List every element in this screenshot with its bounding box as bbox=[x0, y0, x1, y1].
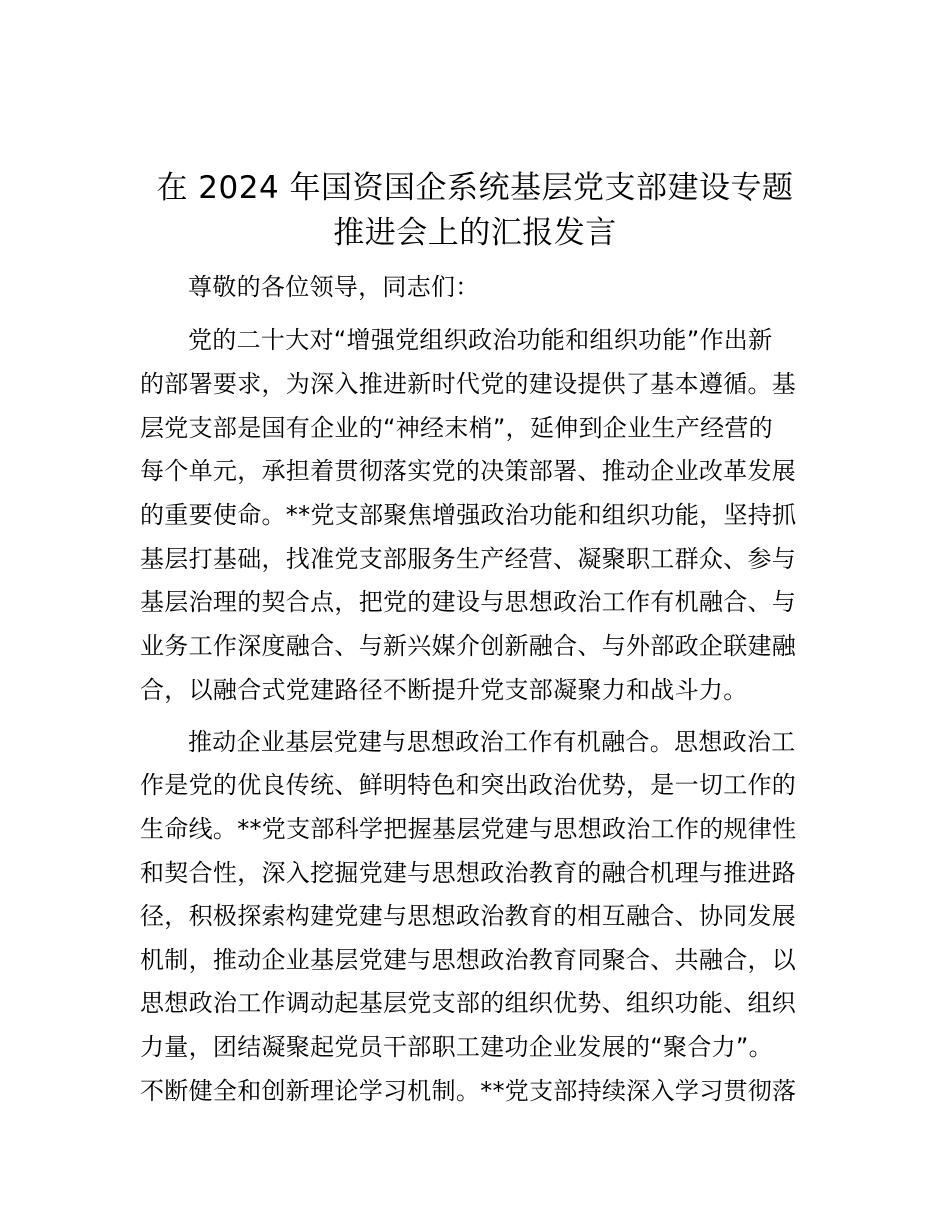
paragraph-1-line: 层党支部是国有企业的“神经末梢”，延伸到企业生产经营的 bbox=[140, 414, 773, 442]
document-title-line-1: 在 2024 年国资国企系统基层党支部建设专题 bbox=[156, 170, 794, 206]
paragraph-1-line: 党的二十大对“增强党组织政治功能和组织功能”作出新 bbox=[188, 326, 773, 354]
paragraph-2-line: 力量，团结凝聚起党员干部职工建功企业发展的“聚合力”。 bbox=[140, 1033, 773, 1061]
document-title-line-2: 推进会上的汇报发言 bbox=[333, 215, 617, 251]
paragraph-1-line: 业务工作深度融合、与新兴媒介创新融合、与外部政企联建融 bbox=[140, 632, 797, 660]
paragraph-1-line: 基层打基础，找准党支部服务生产经营、凝聚职工群众、参与 bbox=[140, 545, 797, 573]
paragraph-2-line: 机制，推动企业基层党建与思想政治教育同聚合、共融合，以 bbox=[140, 946, 797, 974]
paragraph-1-line: 每个单元，承担着贯彻落实党的决策部署、推动企业改革发展 bbox=[140, 457, 797, 485]
paragraph-1-line: 合，以融合式党建路径不断提升党支部凝聚力和战斗力。 bbox=[140, 676, 748, 704]
paragraph-2-line: 生命线。**党支部科学把握基层党建与思想政治工作的规律性 bbox=[140, 815, 797, 843]
paragraph-1-line: 的部署要求，为深入推进新时代党的建设提供了基本遵循。基 bbox=[140, 370, 797, 398]
paragraph-1-line: 的重要使命。**党支部聚焦增强政治功能和组织功能，坚持抓 bbox=[140, 501, 797, 529]
salutation: 尊敬的各位领导，同志们： bbox=[188, 273, 480, 301]
paragraph-2-line: 思想政治工作调动起基层党支部的组织优势、组织功能、组织 bbox=[140, 989, 797, 1017]
paragraph-2-line: 不断健全和创新理论学习机制。**党支部持续深入学习贯彻落 bbox=[140, 1077, 797, 1105]
paragraph-2-line: 和契合性，深入挖掘党建与思想政治教育的融合机理与推进路 bbox=[140, 859, 797, 887]
paragraph-1-line: 基层治理的契合点，把党的建设与思想政治工作有机融合、与 bbox=[140, 588, 797, 616]
paragraph-2-line: 作是党的优良传统、鲜明特色和突出政治优势，是一切工作的 bbox=[140, 771, 797, 799]
paragraph-2-line: 推动企业基层党建与思想政治工作有机融合。思想政治工 bbox=[188, 728, 796, 756]
paragraph-2-line: 径，积极探索构建党建与思想政治教育的相互融合、协同发展 bbox=[140, 902, 797, 930]
